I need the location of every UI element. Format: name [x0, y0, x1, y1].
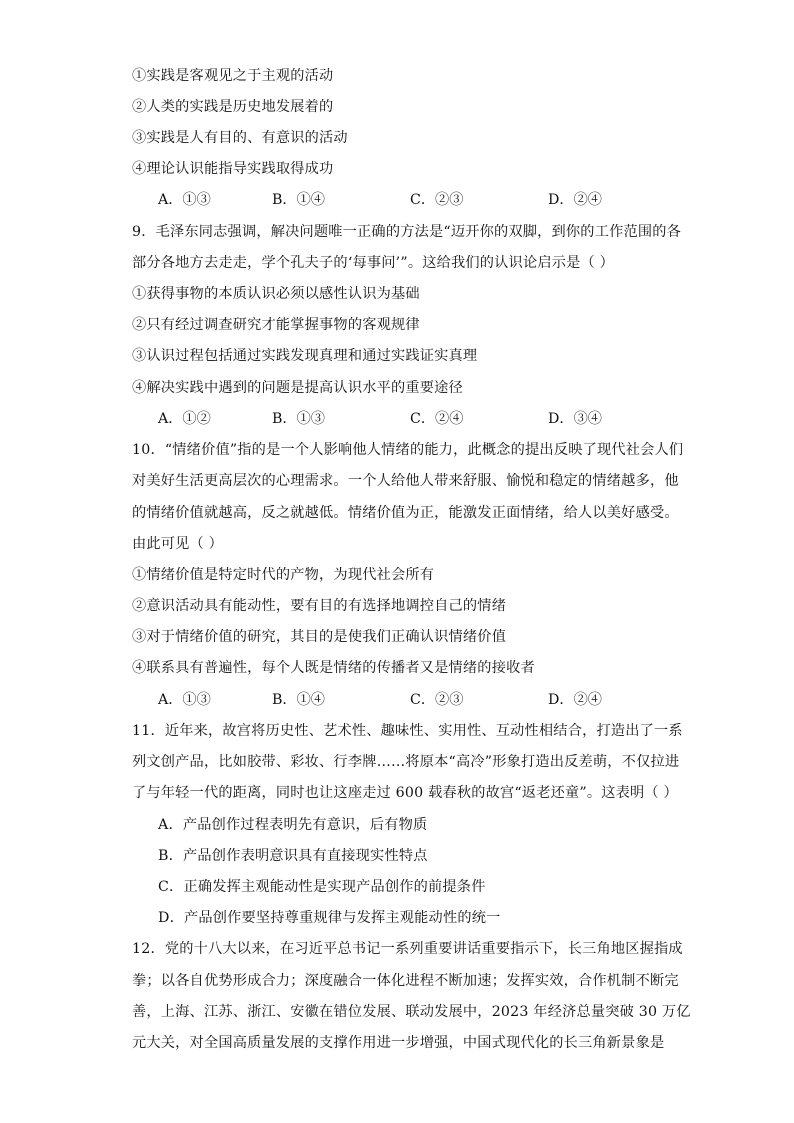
- q9-option-c: C．②④: [410, 411, 464, 427]
- q11-option-d: D．产品创作要坚持尊重规律与发挥主观能动性的统一: [158, 910, 501, 926]
- q9-item-4: ④解决实践中遇到的问题是提高认识水平的重要途径: [132, 380, 463, 396]
- q10-item-4: ④联系具有普遍性，每个人既是情绪的传播者又是情绪的接收者: [132, 660, 535, 676]
- q11-option-a: A．产品创作过程表明先有意识，后有物质: [158, 817, 428, 833]
- q10-stem-line-1: 10．“情绪价值”指的是一个人影响他人情绪的能力，此概念的提出反映了现代社会人们: [132, 442, 684, 458]
- q8-item-2: ②人类的实践是历史地发展着的: [132, 99, 334, 115]
- q10-item-3: ③对于情绪价值的研究，其目的是使我们正确认识情绪价值: [132, 629, 507, 645]
- q12-stem-line-1: 12．党的十八大以来，在习近平总书记一系列重要讲话重要指示下，长三角地区握指成: [132, 941, 683, 957]
- q9-item-3: ③认识过程包括通过实践发现真理和通过实践证实真理: [132, 348, 478, 364]
- q10-option-b: B．①④: [272, 692, 325, 708]
- q9-item-2: ②只有经过调查研究才能掌握事物的客观规律: [132, 317, 420, 333]
- q8-item-3: ③实践是人有目的、有意识的活动: [132, 130, 348, 146]
- q10-stem-line-4: 由此可见（ ）: [132, 536, 224, 552]
- q12-stem-line-4: 元大关，对全国高质量发展的支撑作用进一步增强，中国式现代化的长三角新景象是: [132, 1035, 665, 1051]
- q9-option-a: A．①②: [158, 411, 211, 427]
- q11-stem-line-3: 了与年轻一代的距离，同时也让这座走过 600 载春秋的故宫“返老还童”。这表明（ ）: [132, 785, 678, 801]
- q8-option-a: A．①③: [158, 192, 211, 208]
- q8-option-c: C．②③: [410, 192, 464, 208]
- q10-item-2: ②意识活动具有能动性，要有目的有选择地调控自己的情绪: [132, 598, 507, 614]
- q11-stem-line-1: 11．近年来，故宫将历史性、艺术性、趣味性、实用性、互动性相结合，打造出了一系: [132, 723, 683, 739]
- q8-option-d: D．②④: [548, 192, 602, 208]
- q10-stem-line-3: 的情绪价值就越高，反之就越低。情绪价值为正，能激发正面情绪，给人以美好感受。: [132, 505, 679, 521]
- q9-option-b: B．①③: [272, 411, 325, 427]
- q10-option-a: A．①③: [158, 692, 211, 708]
- q9-option-d: D．③④: [548, 411, 602, 427]
- q10-stem-line-2: 对美好生活更高层次的心理需求。一个人给他人带来舒服、愉悦和稳定的情绪越多，他: [132, 473, 679, 489]
- q9-stem-line-2: 部分各地方去走走，学个孔夫子的‘每事问’”。这给我们的认识论启示是（ ）: [132, 255, 614, 271]
- q10-option-c: C．②③: [410, 692, 464, 708]
- q10-option-d: D．②④: [548, 692, 602, 708]
- q11-stem-line-2: 列文创产品，比如胶带、彩妆、行李牌……将原本“高冷”形象打造出反差萌，不仅拉进: [132, 754, 680, 770]
- q8-item-1: ①实践是客观见之于主观的活动: [132, 68, 334, 84]
- q12-stem-line-2: 拳；以各自优势形成合力；深度融合一体化进程不断加速；发挥实效，合作机制不断完: [132, 973, 679, 989]
- q11-option-c: C．正确发挥主观能动性是实现产品创作的前提条件: [158, 879, 486, 895]
- q9-stem-line-1: 9．毛泽东同志强调，解决问题唯一正确的方法是“迈开你的双脚，到你的工作范围的各: [132, 224, 682, 240]
- q11-option-b: B．产品创作表明意识具有直接现实性特点: [158, 848, 428, 864]
- q12-stem-line-3: 善，上海、江苏、浙江、安徽在错位发展、联动发展中，2023 年经济总量突破 30 万亿: [132, 1004, 691, 1020]
- q8-option-b: B．①④: [272, 192, 325, 208]
- q8-item-4: ④理论认识能指导实践取得成功: [132, 161, 334, 177]
- q10-item-1: ①情绪价值是特定时代的产物，为现代社会所有: [132, 567, 435, 583]
- q9-item-1: ①获得事物的本质认识必须以感性认识为基础: [132, 286, 420, 302]
